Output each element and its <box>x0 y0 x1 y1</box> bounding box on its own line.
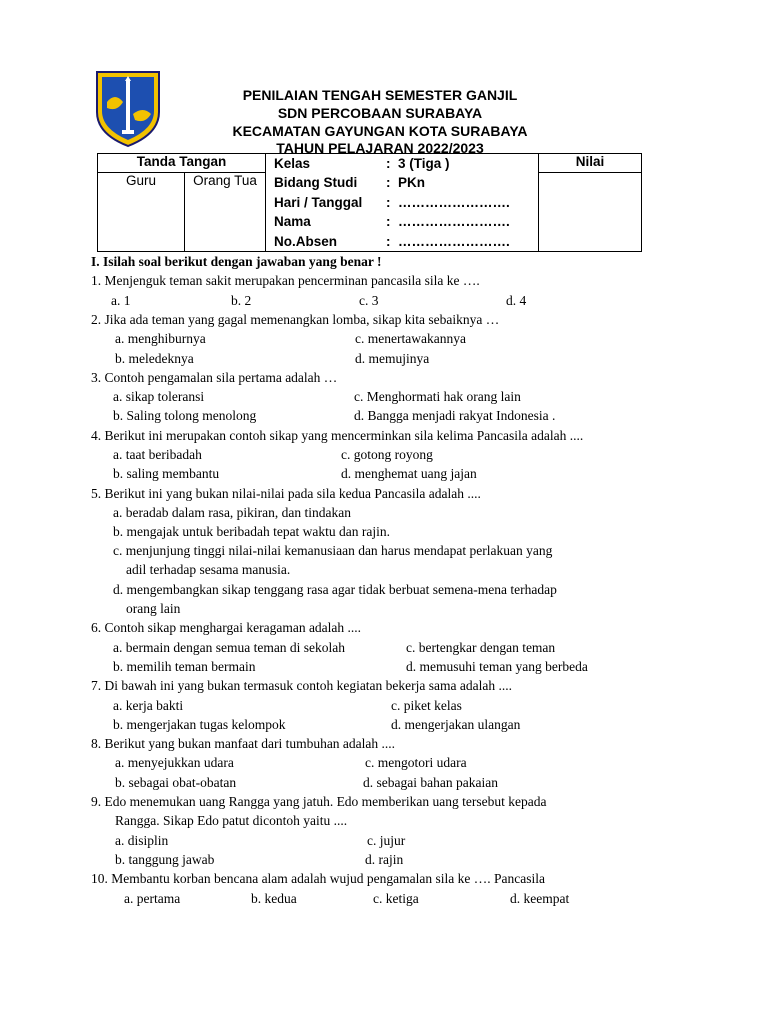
option-1c: c. 3 <box>359 293 379 308</box>
info-label: Kelas <box>274 156 311 171</box>
option-7b: b. mengerjakan tugas kelompok <box>113 717 286 732</box>
option-5a: a. beradab dalam rasa, pikiran, dan tindakan <box>113 505 352 520</box>
score-box <box>539 173 642 252</box>
option-5c-continued: adil terhadap sesama manusia. <box>126 562 291 577</box>
option-2a: a. menghiburnya <box>115 331 206 346</box>
option-4d: d. menghemat uang jajan <box>341 466 477 481</box>
info-colon: : <box>386 156 391 171</box>
info-row-no-absen <box>266 232 538 251</box>
question-9: 9. Edo menemukan uang Rangga yang jatuh. Edo memberikan uang tersebut kepada <box>91 794 547 809</box>
option-9c: c. jujur <box>367 833 406 848</box>
option-6c: c. bertengkar dengan teman <box>406 640 556 655</box>
option-10a: a. pertama <box>124 891 181 906</box>
option-1b: b. 2 <box>231 293 252 308</box>
teacher-signature-box <box>98 173 185 252</box>
info-row-kelas <box>266 154 538 173</box>
info-colon: : <box>386 175 391 191</box>
info-value: PKn <box>398 175 425 191</box>
option-1d: d. 4 <box>506 293 527 308</box>
option-4a: a. taat beribadah <box>113 447 202 462</box>
info-colon: : <box>386 194 391 210</box>
option-8c: c. mengotori udara <box>365 755 467 770</box>
info-row-hari-tanggal <box>266 193 538 212</box>
option-10c: c. ketiga <box>373 891 419 906</box>
info-label: No.Absen <box>274 233 338 249</box>
option-8a: a. menyejukkan udara <box>115 755 234 770</box>
option-9d: d. rajin <box>365 852 404 867</box>
option-7c: c. piket kelas <box>391 698 462 713</box>
parent-signature-box <box>185 173 266 252</box>
option-9a: a. disiplin <box>115 833 169 848</box>
district-name: KECAMATAN GAYUNGAN KOTA SURABAYA <box>232 123 528 139</box>
info-value: ……………………. <box>398 233 510 249</box>
question-5: 5. Berikut ini yang bukan nilai-nilai pada sila kedua Pancasila adalah .... <box>91 486 481 501</box>
option-6b: b. memilih teman bermain <box>113 659 256 674</box>
score-header: Nilai <box>539 154 642 173</box>
question-6: 6. Contoh sikap menghargai keragaman adalah .... <box>91 620 362 635</box>
question-9-continued: Rangga. Sikap Edo patut dicontoh yaitu .... <box>115 813 348 828</box>
option-6d: d. memusuhi teman yang berbeda <box>406 659 588 674</box>
student-info-table <box>97 153 642 252</box>
info-label: Bidang Studi <box>274 175 358 191</box>
option-10d: d. keempat <box>510 891 570 906</box>
info-colon: : <box>386 214 391 230</box>
school-name: SDN PERCOBAAN SURABAYA <box>277 105 483 121</box>
option-5b: b. mengajak untuk beribadah tepat waktu dan rajin. <box>113 524 391 539</box>
option-10b: b. kedua <box>251 891 297 906</box>
option-5c: c. menjunjung tinggi nilai-nilai kemanusiaan dan harus mendapat perlakuan yang <box>113 543 553 558</box>
option-3b: b. Saling tolong menolong <box>113 408 257 423</box>
option-1a: a. 1 <box>111 293 131 308</box>
option-8d: d. sebagai bahan pakaian <box>363 775 498 790</box>
option-5d: d. mengembangkan sikap tenggang rasa agar tidak berbuat semena-mena terhadap <box>113 582 557 597</box>
option-2d: d. memujinya <box>355 351 430 366</box>
info-value: 3 (Tiga ) <box>398 156 450 171</box>
option-3d: d. Bangga menjadi rakyat Indonesia . <box>354 408 556 423</box>
option-2b: b. meledeknya <box>115 351 194 366</box>
info-row-bidang-studi <box>266 173 538 192</box>
option-4c: c. gotong royong <box>341 447 433 462</box>
info-row-nama <box>266 212 538 231</box>
option-5d-continued: orang lain <box>126 601 181 616</box>
option-9b: b. tanggung jawab <box>115 852 215 867</box>
question-7: 7. Di bawah ini yang bukan termasuk contoh kegiatan bekerja sama adalah .... <box>91 678 512 693</box>
question-2: 2. Jika ada teman yang gagal memenangkan lomba, sikap kita sebaiknya … <box>91 312 500 327</box>
info-label: Hari / Tanggal <box>274 194 363 210</box>
section-instruction: I. Isilah soal berikut dengan jawaban yang benar ! <box>91 254 382 269</box>
question-1: 1. Menjenguk teman sakit merupakan pencerminan pancasila sila ke …. <box>91 273 480 288</box>
parent-label: Orang Tua <box>193 173 257 189</box>
question-4: 4. Berikut ini merupakan contoh sikap yang mencerminkan sila kelima Pancasila adalah .... <box>91 428 584 443</box>
student-info-cell <box>266 154 539 252</box>
option-2c: c. menertawakannya <box>355 331 466 346</box>
info-colon: : <box>386 233 391 249</box>
option-6a: a. bermain dengan semua teman di sekolah <box>113 640 346 655</box>
option-7a: a. kerja bakti <box>113 698 184 713</box>
exam-title: PENILAIAN TENGAH SEMESTER GANJIL <box>242 87 518 103</box>
school-year: TAHUN PELAJARAN 2022/2023 <box>276 140 484 156</box>
question-10: 10. Membantu korban bencana alam adalah wujud pengamalan sila ke …. Pancasila <box>91 871 545 886</box>
info-value: ……………………. <box>398 214 510 230</box>
question-8: 8. Berikut yang bukan manfaat dari tumbuhan adalah .... <box>91 736 396 751</box>
teacher-label: Guru <box>125 173 156 189</box>
question-3: 3. Contoh pengamalan sila pertama adalah … <box>91 370 338 385</box>
option-8b: b. sebagai obat-obatan <box>115 775 237 790</box>
option-4b: b. saling membantu <box>113 466 220 481</box>
info-label: Nama <box>274 214 311 230</box>
option-7d: d. mengerjakan ulangan <box>391 717 521 732</box>
option-3a: a. sikap toleransi <box>113 389 205 404</box>
option-3c: c. Menghormati hak orang lain <box>354 389 521 404</box>
info-value: ……………………. <box>398 194 510 210</box>
signature-header: Tanda Tangan <box>98 154 266 173</box>
